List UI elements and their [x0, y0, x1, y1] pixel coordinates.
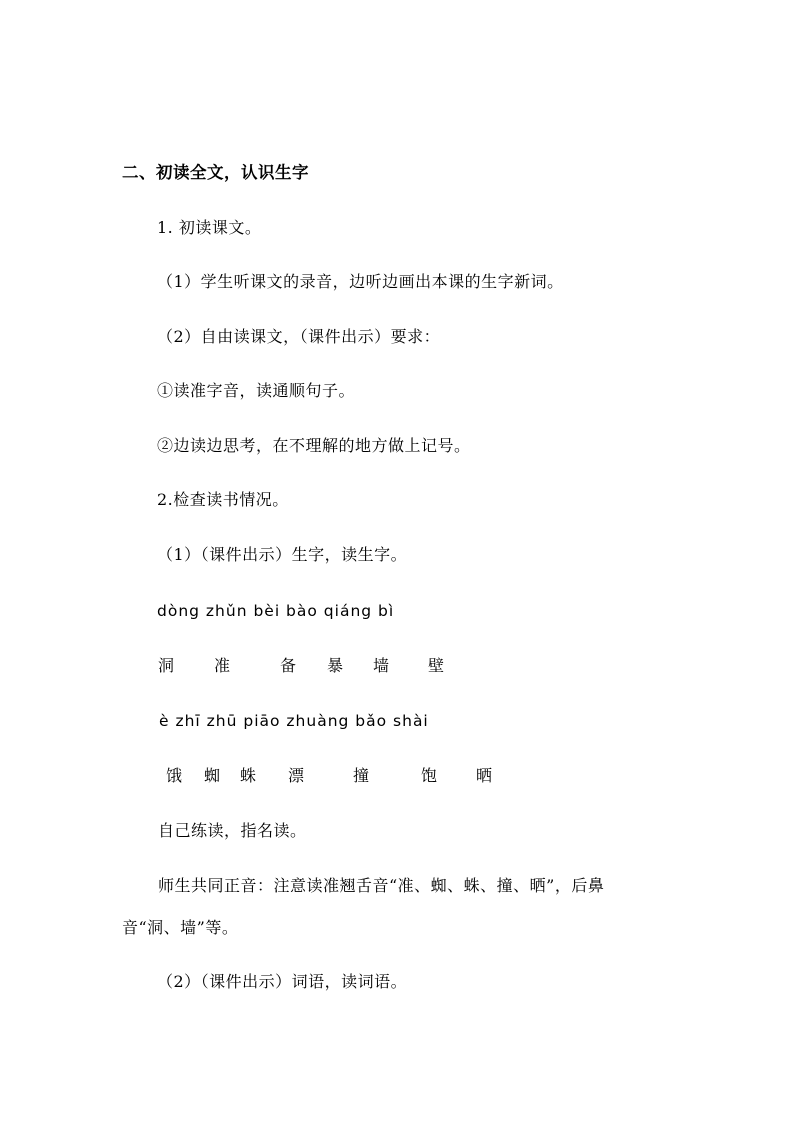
- character: 备: [280, 656, 297, 675]
- pinyin-row-1: dòng zhǔn bèi bào qiáng bì: [157, 602, 395, 620]
- character: 晒: [476, 766, 493, 785]
- pronunciation-note-line-2: 音“洞、墙”等。: [122, 918, 239, 937]
- character-row-2: [0, 766, 794, 786]
- character: 撞: [353, 766, 370, 785]
- pronunciation-note-line-1: 师生共同正音：注意读准翘舌音“准、蜘、蛛、撞、晒”，后鼻: [158, 876, 605, 895]
- pinyin-row-2: è zhī zhū piāo zhuàng bǎo shài: [159, 712, 429, 730]
- character: 饿: [166, 766, 183, 785]
- step-1-substep-1: （1）学生听课文的录音，边听边画出本课的生字新词。: [157, 272, 564, 291]
- character: 蜘: [204, 766, 221, 785]
- character: 壁: [428, 656, 445, 675]
- step-2-substep-1: （1）（课件出示）生字，读生字。: [157, 545, 408, 564]
- character: 洞: [158, 656, 175, 675]
- character: 漂: [288, 766, 305, 785]
- requirement-1: ①读准字音，读通顺句子。: [157, 381, 356, 400]
- character: 准: [214, 656, 231, 675]
- character: 暴: [327, 656, 344, 675]
- section-heading: 二、初读全文，认识生字: [122, 163, 309, 182]
- step-2-substep-2: （2）（课件出示）词语，读词语。: [157, 972, 408, 991]
- step-1-substep-2: （2）自由读课文，（课件出示）要求：: [157, 327, 441, 346]
- character: 墙: [373, 656, 390, 675]
- step-1-title: 1. 初读课文。: [157, 218, 262, 237]
- self-reading-instruction: 自己练读，指名读。: [158, 821, 307, 840]
- step-2-title: 2.检查读书情况。: [157, 490, 289, 509]
- character-row-1: [0, 656, 794, 676]
- requirement-2: ②边读边思考，在不理解的地方做上记号。: [157, 436, 471, 455]
- character: 饱: [421, 766, 438, 785]
- character: 蛛: [240, 766, 257, 785]
